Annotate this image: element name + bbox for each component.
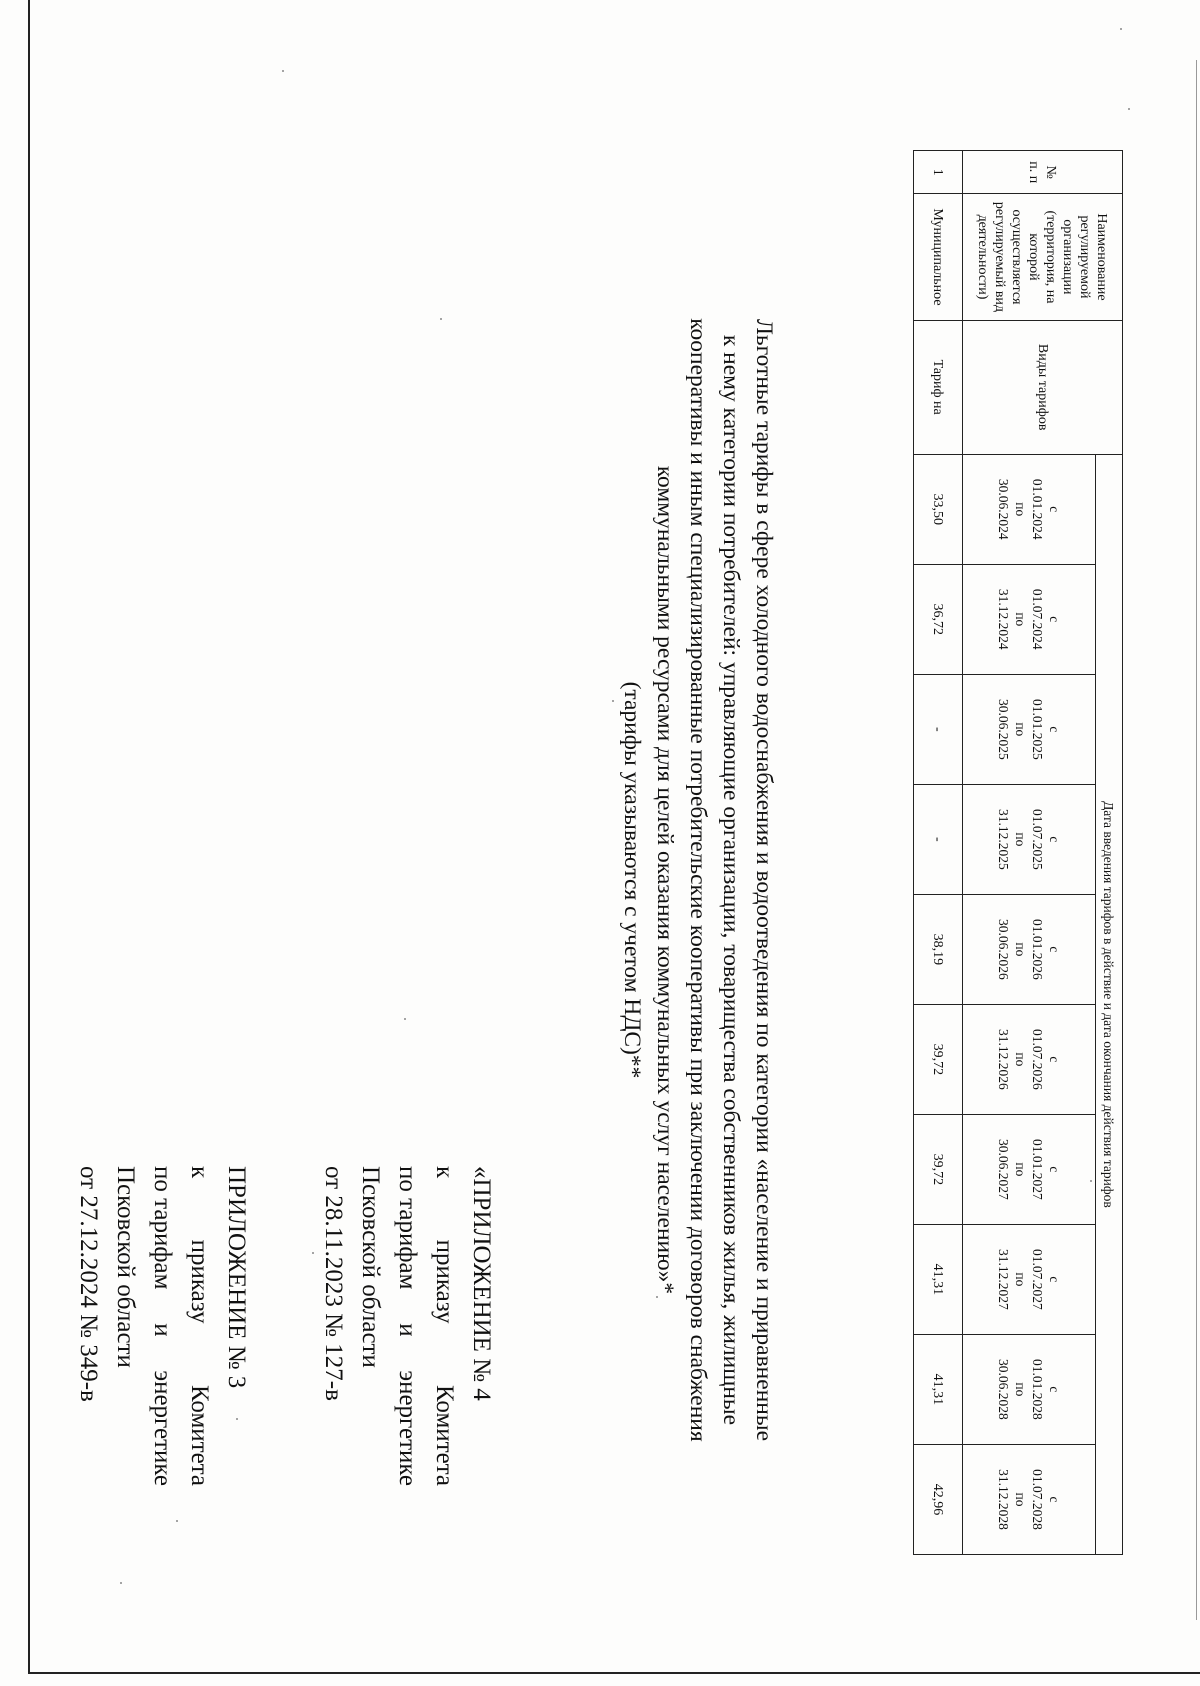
header-name-line: (территория, на xyxy=(1043,210,1059,304)
period-from: 01.01.2026 xyxy=(1030,918,1045,980)
header-num xyxy=(963,151,1123,194)
word: и xyxy=(149,1323,176,1337)
appendix-3-line-1 xyxy=(181,1166,218,1486)
period-to-label: по xyxy=(1013,1272,1028,1287)
period-from-label: с xyxy=(1047,836,1062,843)
period-to: 31.12.2028 xyxy=(996,1469,1011,1530)
period-from-label: с xyxy=(1047,1386,1062,1393)
period-from-label: с xyxy=(1047,616,1062,623)
period-from: 01.07.2027 xyxy=(1030,1249,1045,1310)
period-from: 01.01.2027 xyxy=(1030,1139,1045,1200)
period-from-label: с xyxy=(1047,1496,1062,1503)
period-to-label: по xyxy=(1013,1052,1028,1067)
period-to-label: по xyxy=(1013,612,1028,627)
period-from-label: с xyxy=(1047,946,1062,953)
header-period xyxy=(963,674,1096,784)
period-to-label: по xyxy=(1013,502,1028,517)
appendix-3-title: ПРИЛОЖЕНИЕ № 3 xyxy=(223,1166,250,1389)
period-from-label: с xyxy=(1047,1276,1062,1283)
period-to-label: по xyxy=(1013,832,1028,847)
appendix-4-line-3: Псковской области xyxy=(357,1166,384,1368)
row-num: 1 xyxy=(914,151,963,194)
period-from: 01.07.2025 xyxy=(1030,808,1045,870)
header-period xyxy=(963,894,1096,1004)
word: Комитета xyxy=(431,1384,458,1486)
title-line-1: Льготные тарифы в сфере холодного водоснабжения и водоотведения по категории «население и приравненные xyxy=(751,318,777,1442)
header-name-line: регулируемый вид xyxy=(992,201,1008,313)
header-period xyxy=(963,1114,1096,1224)
row-value: 39,72 xyxy=(914,1004,963,1114)
word: Комитета xyxy=(186,1384,213,1486)
appendix-3-line-4: от 27.12.2024 № 349-в xyxy=(75,1166,102,1402)
appendix-3-block xyxy=(70,1166,255,1486)
period-to-label: по xyxy=(1013,942,1028,957)
header-period xyxy=(963,1444,1096,1554)
row-value: 36,72 xyxy=(914,564,963,674)
period-to: 30.06.2028 xyxy=(996,1359,1011,1420)
header-name-line: регулируемой xyxy=(1077,215,1093,299)
period-to-label: по xyxy=(1013,1492,1028,1507)
row-value: 41,31 xyxy=(914,1334,963,1444)
period-from-label: с xyxy=(1047,726,1062,733)
header-period xyxy=(963,1224,1096,1334)
period-to: 31.12.2024 xyxy=(996,588,1011,650)
period-from: 01.07.2026 xyxy=(1030,1028,1045,1090)
word: энергетике xyxy=(394,1370,421,1486)
table-header-row-1 xyxy=(1096,151,1123,1555)
row-value: - xyxy=(914,784,963,894)
period-from-label: с xyxy=(1047,1166,1062,1173)
word: энергетике xyxy=(149,1370,176,1486)
period-to: 31.12.2025 xyxy=(996,808,1011,870)
period-to: 30.06.2025 xyxy=(996,698,1011,760)
word: и xyxy=(394,1323,421,1337)
title-line-2: к нему категории потребителей: управляющие организации, товарищества собственников жилья, жилищные xyxy=(718,334,744,1426)
header-period xyxy=(963,454,1096,564)
header-period xyxy=(963,784,1096,894)
appendix-4-block xyxy=(315,1166,500,1486)
word: приказу xyxy=(431,1239,458,1324)
word: к xyxy=(431,1166,458,1179)
row-value: 42,96 xyxy=(914,1444,963,1554)
row-org-name: Муниципальное xyxy=(914,194,963,320)
row-value: 39,72 xyxy=(914,1114,963,1224)
period-to: 30.06.2026 xyxy=(996,918,1011,980)
word: приказу xyxy=(186,1239,213,1324)
period-from-label: с xyxy=(1047,506,1062,513)
period-from: 01.07.2024 xyxy=(1030,588,1045,650)
tariffs-table xyxy=(913,150,1123,1555)
period-to: 31.12.2027 xyxy=(996,1249,1011,1310)
word: к xyxy=(186,1166,213,1179)
appendix-3-line-3: Псковской области xyxy=(112,1166,139,1368)
row-value: 41,31 xyxy=(914,1224,963,1334)
header-dates-group: Дата введения тарифов в действие и дата окончания действия тарифов xyxy=(1096,454,1123,1554)
period-from: 01.01.2024 xyxy=(1030,478,1045,540)
appendix-3-line-2 xyxy=(144,1166,181,1486)
period-to-label: по xyxy=(1013,722,1028,737)
title-line-3: кооперативы и иным специализированные потребительские кооперативы при заключении договоров снабжения xyxy=(685,318,711,1442)
header-num-line: п. п xyxy=(1026,161,1042,184)
header-name-line: Наименование xyxy=(1094,213,1110,301)
appendix-4-title: «ПРИЛОЖЕНИЕ № 4 xyxy=(468,1166,495,1401)
period-to: 30.06.2024 xyxy=(996,478,1011,540)
header-num-line: № xyxy=(1043,165,1059,179)
word: по тарифам xyxy=(149,1166,176,1290)
row-tariff-type: Тариф на xyxy=(914,320,963,454)
period-from: 01.01.2025 xyxy=(1030,698,1045,760)
row-value: 33,50 xyxy=(914,454,963,564)
header-name-line: организации xyxy=(1060,219,1076,295)
row-value: 38,19 xyxy=(914,894,963,1004)
title-line-5: (тарифы указываются с учетом НДС)** xyxy=(619,681,645,1079)
appendix-4-line-4: от 28.11.2023 № 127-в xyxy=(320,1166,347,1401)
header-period xyxy=(963,1004,1096,1114)
header-org-name xyxy=(963,194,1123,320)
appendix-4-line-2 xyxy=(389,1166,426,1486)
table-row xyxy=(914,151,963,1555)
word: по тарифам xyxy=(394,1166,421,1290)
period-to-label: по xyxy=(1013,1382,1028,1397)
header-name-line: которой xyxy=(1026,233,1042,281)
header-tariff-type: Виды тарифов xyxy=(963,320,1123,454)
period-to: 31.12.2026 xyxy=(996,1028,1011,1090)
period-from: 01.01.2028 xyxy=(1030,1359,1045,1420)
row-value: - xyxy=(914,674,963,784)
document-title xyxy=(615,210,780,1550)
period-from-label: с xyxy=(1047,1056,1062,1063)
period-to: 30.06.2027 xyxy=(996,1139,1011,1200)
period-from: 01.07.2028 xyxy=(1030,1469,1045,1530)
period-to-label: по xyxy=(1013,1162,1028,1177)
header-name-line: деятельности) xyxy=(975,214,991,300)
header-period xyxy=(963,564,1096,674)
header-name-line: осуществляется xyxy=(1009,209,1025,305)
header-period xyxy=(963,1334,1096,1444)
title-line-4: коммунальными ресурсами для целей оказания коммунальных услуг населению»* xyxy=(652,465,678,1295)
appendix-4-line-1 xyxy=(426,1166,463,1486)
